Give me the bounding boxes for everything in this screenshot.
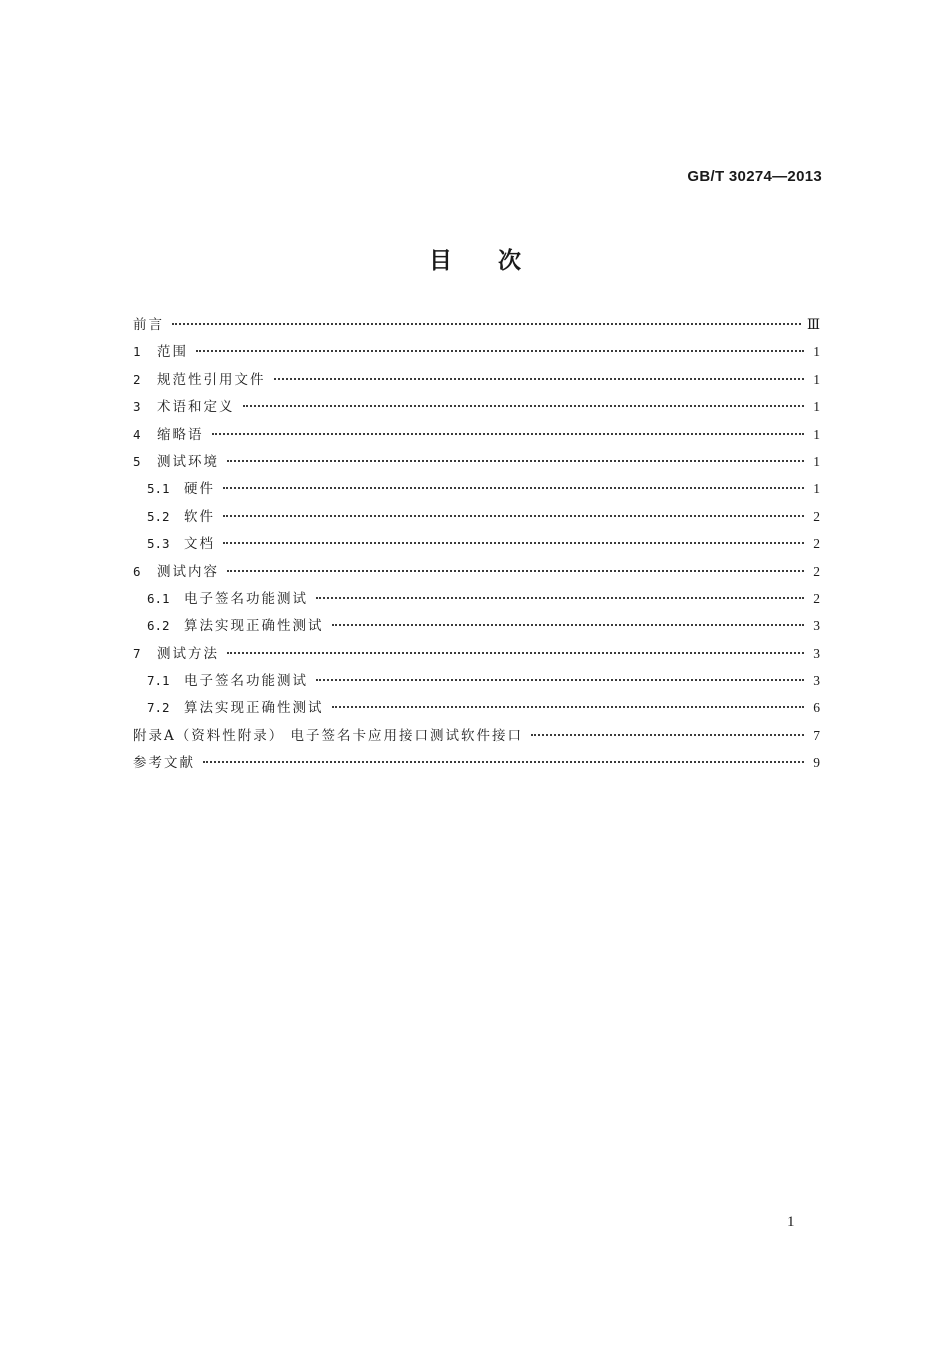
toc-entry[interactable] [133, 751, 820, 778]
toc-entry-number: 7.2 [147, 700, 170, 716]
toc-entry-title: 算法实现正确性测试 [184, 618, 324, 635]
toc-entry-page: 1 [813, 481, 820, 497]
toc-entry[interactable] [133, 450, 820, 477]
toc-entry[interactable] [133, 505, 820, 532]
toc-entry[interactable] [133, 587, 820, 614]
toc-entry-title: 测试方法 [157, 645, 219, 662]
dot-leader [223, 515, 804, 517]
toc-entry-page: 2 [813, 563, 820, 579]
toc-entry[interactable] [133, 642, 820, 669]
toc-entry[interactable] [133, 313, 820, 340]
toc-entry-page: 2 [813, 508, 820, 524]
toc-entry-title: 测试环境 [157, 453, 219, 470]
toc-entry-number: 7.1 [147, 673, 170, 689]
toc-entry-page: 3 [813, 618, 820, 634]
dot-leader [332, 624, 805, 626]
toc-entry[interactable] [133, 560, 820, 587]
toc-entry-page: 2 [813, 536, 820, 552]
dot-leader [212, 433, 805, 435]
dot-leader [196, 350, 804, 352]
toc-entry-number: 5.1 [147, 481, 170, 497]
dot-leader [223, 487, 804, 489]
toc-entry-title: 前言 [133, 317, 164, 333]
toc-entry-page: 7 [813, 727, 820, 743]
dot-leader [316, 597, 804, 599]
toc-entry-page: 1 [813, 426, 820, 442]
toc-entry-number: 1 [133, 344, 141, 360]
toc-entry-number: 3 [133, 399, 141, 415]
dot-leader [531, 734, 804, 736]
toc-entry-number: 6 [133, 563, 141, 579]
toc-entry[interactable] [133, 395, 820, 422]
toc-entry-page: 1 [813, 399, 820, 415]
dot-leader [172, 323, 801, 325]
toc-entry-number: 2 [133, 371, 141, 387]
toc-entry-page: 3 [813, 645, 820, 661]
toc-entry-page: 6 [813, 700, 820, 716]
toc-entry-page: Ⅲ [806, 317, 820, 332]
dot-leader [223, 542, 804, 544]
dot-leader [227, 652, 804, 654]
toc-entry-number: 6.1 [147, 590, 170, 606]
page-title: 目次 [429, 248, 567, 274]
toc-entry-title: 文档 [184, 536, 215, 553]
toc-entry-title: 规范性引用文件 [157, 371, 266, 388]
dot-leader [227, 460, 804, 462]
toc-entry-number: 5.2 [147, 508, 170, 524]
toc-entry-title: 算法实现正确性测试 [184, 700, 324, 717]
toc-entry-title: 电子签名功能测试 [184, 673, 308, 690]
toc-entry-page: 3 [813, 673, 820, 689]
dot-leader [316, 679, 804, 681]
toc-entry-number: 5.3 [147, 536, 170, 552]
toc-entry-title: 缩略语 [157, 426, 204, 443]
toc-entry[interactable] [133, 669, 820, 696]
toc-entry-title: 测试内容 [157, 563, 219, 580]
toc-entry-number: 7 [133, 645, 141, 661]
dot-leader [332, 706, 805, 708]
toc-entry-title: 硬件 [184, 481, 215, 498]
toc-entry-title: 术语和定义 [157, 399, 235, 416]
toc-entry[interactable] [133, 696, 820, 723]
toc-entry-title: 电子签名功能测试 [184, 590, 308, 607]
toc-entry-title: 参考文献 [133, 755, 195, 772]
toc-entry-number: 4 [133, 426, 141, 442]
table-of-contents [133, 313, 820, 779]
toc-entry[interactable] [133, 724, 820, 751]
toc-entry-number: 6.2 [147, 618, 170, 634]
toc-entry-title: 范围 [157, 344, 188, 361]
toc-entry-page: 1 [813, 344, 820, 360]
toc-entry[interactable] [133, 614, 820, 641]
toc-entry[interactable] [133, 423, 820, 450]
toc-entry[interactable] [133, 368, 820, 395]
toc-entry[interactable] [133, 340, 820, 367]
toc-entry-title: 附录A（资料性附录） 电子签名卡应用接口测试软件接口 [133, 727, 524, 744]
toc-entry-page: 2 [813, 590, 820, 606]
toc-entry[interactable] [133, 532, 820, 559]
dot-leader [243, 405, 805, 407]
dot-leader [274, 378, 805, 380]
toc-entry-title: 软件 [184, 508, 215, 525]
toc-entry[interactable] [133, 477, 820, 504]
toc-entry-page: 1 [813, 453, 820, 469]
toc-entry-page: 1 [813, 371, 820, 387]
toc-entry-number: 5 [133, 453, 141, 469]
page-number: 1 [787, 1214, 795, 1230]
toc-entry-page: 9 [813, 755, 820, 771]
standard-number: GB/T 30274—2013 [687, 168, 822, 185]
dot-leader [203, 761, 804, 763]
dot-leader [227, 570, 804, 572]
